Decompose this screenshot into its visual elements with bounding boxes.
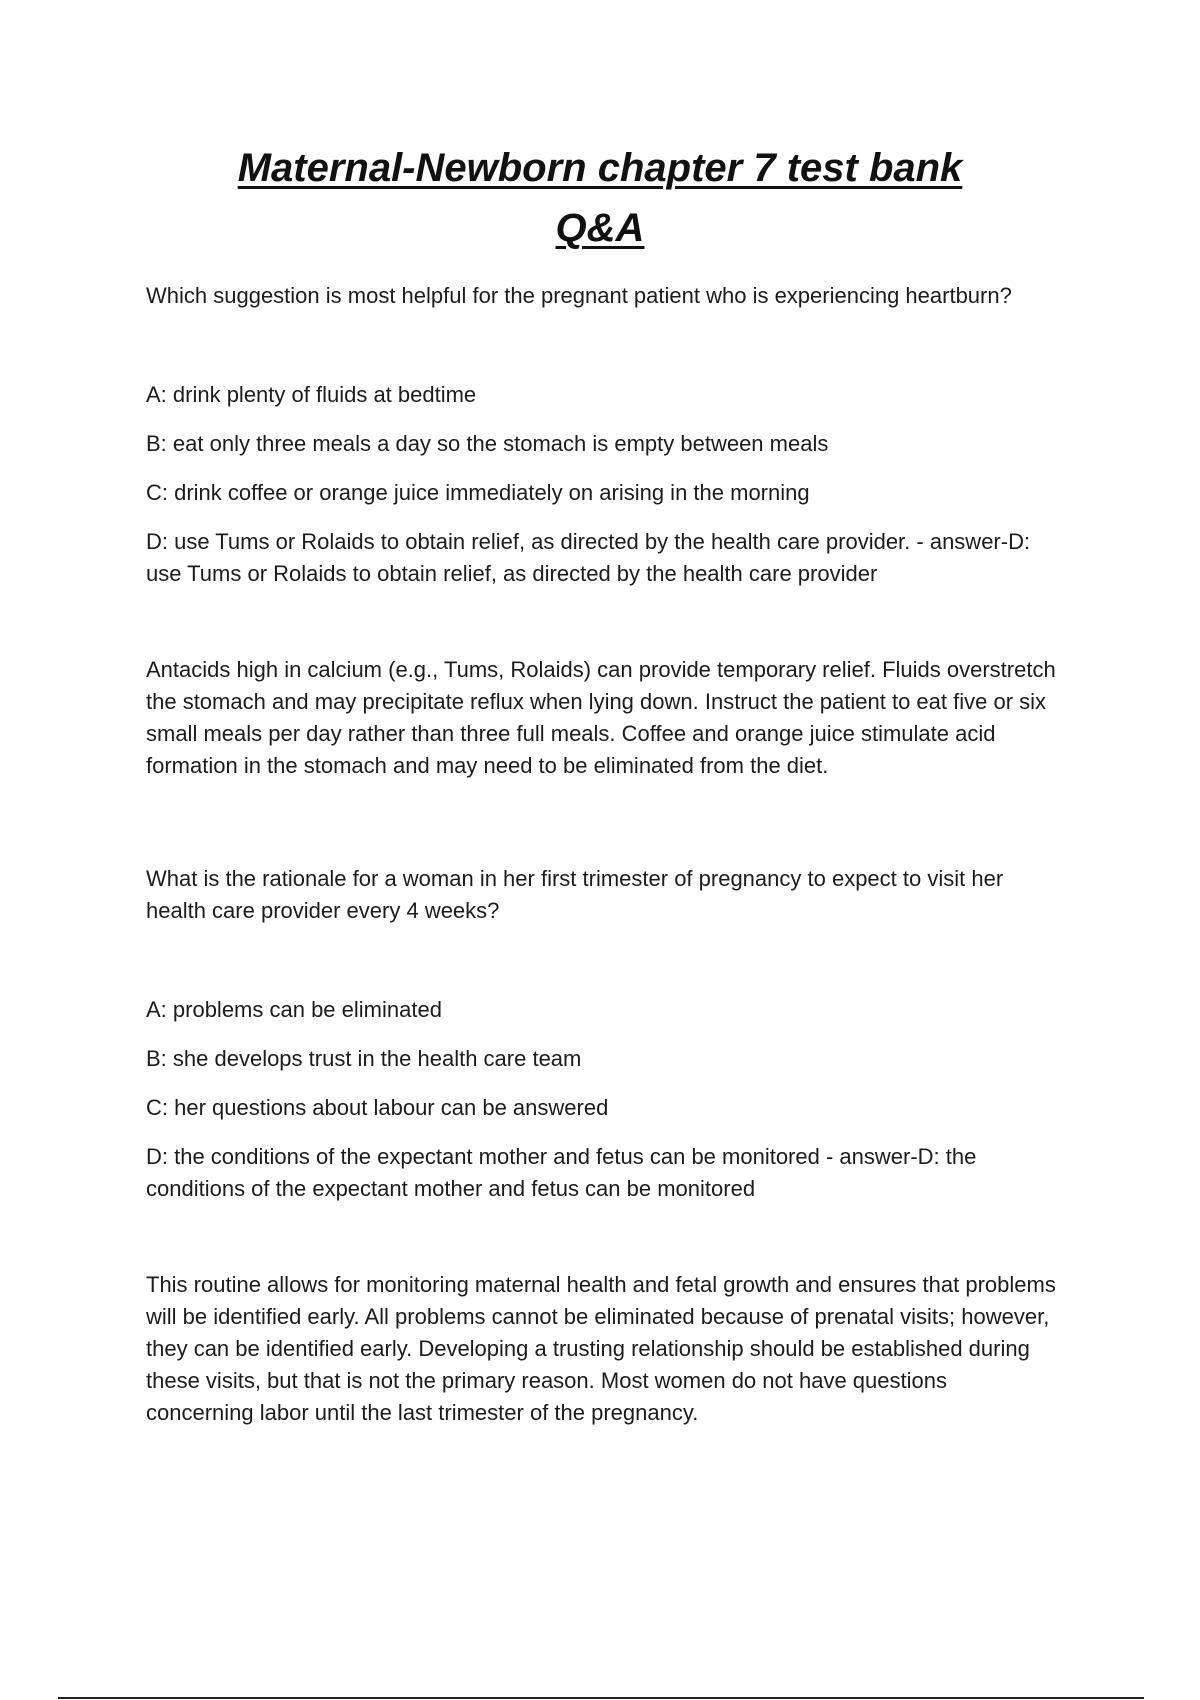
question-block-2 [146,863,1056,1429]
option-d: D: use Tums or Rolaids to obtain relief, as directed by the health care provider. - answer-D: use Tums or Rolaids to obtain relief, as directed by the health care provider [146,529,1031,586]
option-a: A: drink plenty of fluids at bedtime [146,382,477,407]
option-d: D: the conditions of the expectant mother and fetus can be monitored - answer-D: the conditions of the expectant mother and fetus can be monitored [146,1144,977,1201]
title-line-1: Maternal-Newborn chapter 7 test bank [237,146,963,190]
answer-options [146,379,1056,590]
rationale-text: This routine allows for monitoring maternal health and fetal growth and ensures that problems will be identified early. All problems cannot be eliminated because of prenatal visits; however, they can be identified early. Developing a trusting relationship should be established during these visits, but that is not the primary reason. Most women do not have questions concerning labor until the last trimester of the pregnancy. [146,1272,1056,1425]
option-b: B: eat only three meals a day so the stomach is empty between meals [146,431,829,456]
rationale-text: Antacids high in calcium (e.g., Tums, Rolaids) can provide temporary relief. Fluids overstretch the stomach and may precipitate reflux when lying down. Instruct the patient to eat five or six small meals per day rather than three full meals. Coffee and orange juice stimulate acid formation in the stomach and may need to be eliminated from the diet. [146,657,1056,778]
option-a: A: problems can be eliminated [146,997,442,1022]
document-body [146,280,1056,1429]
option-b: B: she develops trust in the health care team [146,1046,582,1071]
question-block-1 [146,280,1056,782]
document-title [146,138,1054,258]
answer-options [146,994,1056,1205]
question-text: Which suggestion is most helpful for the pregnant patient who is experiencing heartburn? [146,283,1012,308]
footer-divider [58,1697,1144,1699]
question-text: What is the rationale for a woman in her first trimester of pregnancy to expect to visit her health care provider every 4 weeks? [146,866,1004,923]
option-c: C: drink coffee or orange juice immediately on arising in the morning [146,480,810,505]
title-line-2: Q&A [555,206,645,250]
option-c: C: her questions about labour can be answered [146,1095,609,1120]
